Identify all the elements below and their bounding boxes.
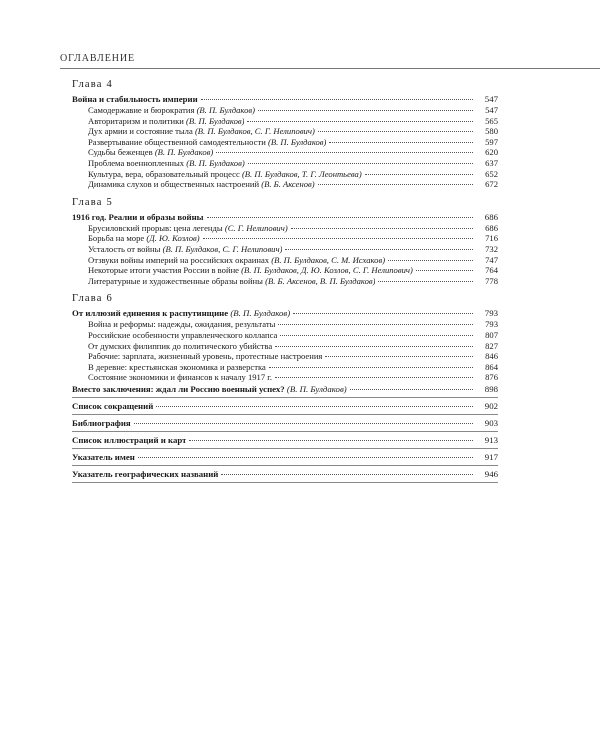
leader-dots — [285, 249, 473, 250]
leader-dots — [378, 281, 473, 282]
section-divider — [72, 414, 498, 415]
toc-back-entry[interactable] — [72, 417, 498, 429]
header-rule — [60, 68, 600, 69]
entry-title: Авторитаризм и политики — [88, 115, 184, 126]
leader-dots — [258, 110, 473, 111]
entry-author: (В. П. Булдаков) — [186, 157, 245, 168]
page-number: 764 — [485, 265, 498, 276]
page-number: 686 — [484, 211, 498, 222]
toc-entry[interactable] — [72, 137, 498, 148]
leader-dots — [291, 228, 473, 229]
leader-dots — [156, 406, 473, 407]
leader-dots — [325, 356, 473, 357]
entry-author: (В. П. Булдаков, С. Г. Нелипович) — [194, 126, 315, 137]
entry-author: (В. П. Булдаков, Д. Ю. Козлов, С. Г. Нелипович) — [241, 265, 413, 276]
page-number: 913 — [484, 434, 498, 445]
page-number: 620 — [485, 147, 498, 158]
page-number: 716 — [485, 233, 498, 244]
toc-main-entry[interactable] — [72, 383, 498, 395]
toc-entry[interactable] — [72, 158, 498, 169]
entry-author: (Д. Ю. Козлов) — [146, 233, 200, 244]
section-divider — [72, 431, 498, 432]
toc-entry[interactable] — [72, 179, 498, 190]
section-divider — [72, 482, 498, 483]
toc-entry[interactable] — [72, 244, 498, 255]
leader-dots — [216, 152, 473, 153]
leader-dots — [189, 440, 473, 441]
entry-title: От иллюзий единения к распутинщине — [72, 308, 229, 319]
entry-title: Список иллюстраций и карт — [72, 434, 187, 445]
leader-dots — [201, 99, 473, 100]
entry-author: (В. П. Булдаков) — [230, 308, 291, 319]
page-number: 597 — [485, 136, 498, 147]
chapter-heading: Глава 4 — [72, 79, 113, 90]
page-number: 580 — [485, 126, 498, 137]
toc-entry[interactable] — [72, 372, 498, 383]
entry-author: (В. П. Булдаков) — [267, 136, 327, 147]
leader-dots — [203, 238, 473, 239]
entry-title: Отзвуки войны империй на российских окраинах — [88, 254, 270, 265]
entry-title: Война и стабильность империи — [72, 94, 198, 104]
leader-dots — [134, 423, 473, 424]
leader-dots — [138, 457, 473, 458]
leader-dots — [416, 270, 473, 271]
section-divider — [72, 465, 498, 466]
chapter-heading: Глава 6 — [72, 293, 113, 305]
running-head: ОГЛАВЛЕНИЕ — [60, 53, 135, 64]
entry-title: Дух армии и состояние тыла — [88, 126, 193, 137]
page-number: 637 — [485, 157, 498, 168]
toc-entry[interactable] — [72, 233, 498, 244]
page-number: 903 — [484, 417, 498, 428]
entry-title: Борьба на море — [88, 233, 145, 244]
leader-dots — [329, 142, 473, 143]
entry-author: (В. Б. Аксенов, В. П. Булдаков) — [265, 275, 376, 286]
entry-author: (В. П. Булдаков, С. М. Исхаков) — [271, 254, 386, 265]
toc-main-entry[interactable] — [72, 211, 498, 223]
leader-dots — [365, 174, 473, 175]
toc-entry[interactable] — [72, 265, 498, 276]
table-of-contents — [72, 78, 498, 485]
page-number: 902 — [484, 400, 498, 411]
chapter-heading: Глава 5 — [72, 196, 113, 208]
entry-author: (В. П. Булдаков, С. Г. Нелипович) — [162, 243, 283, 254]
leader-dots — [248, 163, 473, 164]
entry-title: Некоторые итоги участия России в войне — [88, 265, 239, 276]
entry-title: Усталость от войны — [88, 243, 161, 254]
page-number: 876 — [485, 372, 498, 383]
page-number: 547 — [484, 94, 498, 104]
entry-title: Война и реформы: надежды, ожидания, результаты — [88, 319, 276, 330]
leader-dots — [318, 184, 473, 185]
entry-author: (С. Г. Нелипович) — [224, 222, 288, 233]
toc-back-entry[interactable] — [72, 468, 498, 480]
leader-dots — [350, 389, 473, 390]
entry-title: Брусиловский прорыв: цена легенды — [88, 222, 223, 233]
toc-back-entry[interactable] — [72, 451, 498, 463]
toc-main-entry[interactable] — [72, 307, 498, 319]
page-number: 917 — [484, 451, 498, 462]
entry-title: Указатель географических названий — [72, 468, 219, 479]
toc-entry[interactable] — [72, 105, 498, 116]
leader-dots — [221, 474, 473, 475]
toc-entry[interactable] — [72, 255, 498, 266]
page-number: 827 — [485, 340, 498, 351]
entry-author: (В. П. Булдаков) — [154, 147, 214, 158]
entry-title: 1916 год. Реалии и образы войны — [72, 211, 204, 222]
entry-author: (В. П. Булдаков) — [186, 115, 245, 126]
toc-entry[interactable] — [72, 330, 498, 341]
page-number: 547 — [485, 105, 498, 115]
page-number: 793 — [484, 308, 498, 319]
page-number: 747 — [485, 254, 498, 265]
page-number: 672 — [485, 179, 498, 190]
toc-entry[interactable] — [72, 116, 498, 127]
page-number: 864 — [485, 361, 498, 372]
page-number: 652 — [485, 168, 498, 179]
entry-title: Российские особенности управленческого коллапса — [88, 329, 278, 340]
leader-dots — [280, 335, 473, 336]
page-number: 686 — [485, 222, 498, 233]
entry-author: (В. Б. Аксенов) — [261, 179, 315, 190]
toc-entry[interactable] — [72, 351, 498, 362]
entry-author: (В. П. Булдаков, Т. Г. Леонтьева) — [241, 168, 362, 179]
entry-title: В деревне: крестьянская экономика и разверстка — [88, 361, 266, 372]
entry-title: Состояние экономики и финансов к началу 1917 г. — [88, 372, 272, 383]
leader-dots — [207, 217, 473, 218]
entry-title: Литературные и художественные образы войны — [88, 275, 263, 286]
toc-entry[interactable] — [72, 319, 498, 330]
page-number: 778 — [485, 275, 498, 286]
entry-author: (В. П. Булдаков) — [196, 105, 255, 115]
page-number: 565 — [485, 115, 498, 126]
page-number: 846 — [485, 351, 498, 362]
toc-back-entry[interactable] — [72, 400, 498, 412]
page-number: 807 — [485, 329, 498, 340]
entry-title: Библиография — [72, 417, 131, 428]
leader-dots — [293, 313, 473, 314]
entry-title: Динамика слухов и общественных настроений — [88, 179, 260, 190]
leader-dots — [275, 377, 473, 378]
entry-title: Проблема военнопленных — [88, 157, 185, 168]
section-divider — [72, 397, 498, 398]
entry-title: От думских филиппик до политического убийства — [88, 340, 273, 351]
toc-entry[interactable] — [72, 126, 498, 137]
toc-entry[interactable] — [72, 341, 498, 352]
leader-dots — [275, 346, 473, 347]
page-number: 793 — [485, 319, 498, 330]
toc-entry[interactable] — [72, 276, 498, 287]
entry-title: Указатель имен — [72, 451, 135, 462]
leader-dots — [318, 131, 473, 132]
entry-title: Культура, вера, образовательный процесс — [88, 168, 240, 179]
leader-dots — [388, 260, 473, 261]
entry-title: Список сокращений — [72, 400, 154, 411]
toc-entry[interactable] — [72, 169, 498, 180]
page-number: 732 — [485, 243, 498, 254]
entry-author: (В. П. Булдаков) — [286, 383, 347, 394]
toc-entry[interactable] — [72, 362, 498, 373]
toc-main-entry[interactable] — [72, 93, 498, 105]
entry-title: Самодержавие и бюрократия — [88, 105, 195, 115]
leader-dots — [278, 324, 473, 325]
entry-title: Вместо заключения: ждал ли Россию военный успех? — [72, 383, 285, 394]
leader-dots — [269, 367, 473, 368]
leader-dots — [247, 121, 473, 122]
section-divider — [72, 448, 498, 449]
toc-entry[interactable] — [72, 147, 498, 158]
page-number: 946 — [484, 468, 498, 479]
toc-entry[interactable] — [72, 223, 498, 234]
entry-title: Рабочие: зарплата, жизненный уровень, протестные настроения — [88, 351, 323, 362]
page-number: 898 — [484, 383, 498, 394]
entry-title: Развертывание общественной самодеятельности — [88, 136, 266, 147]
entry-title: Судьбы беженцев — [88, 147, 153, 158]
toc-back-entry[interactable] — [72, 434, 498, 446]
